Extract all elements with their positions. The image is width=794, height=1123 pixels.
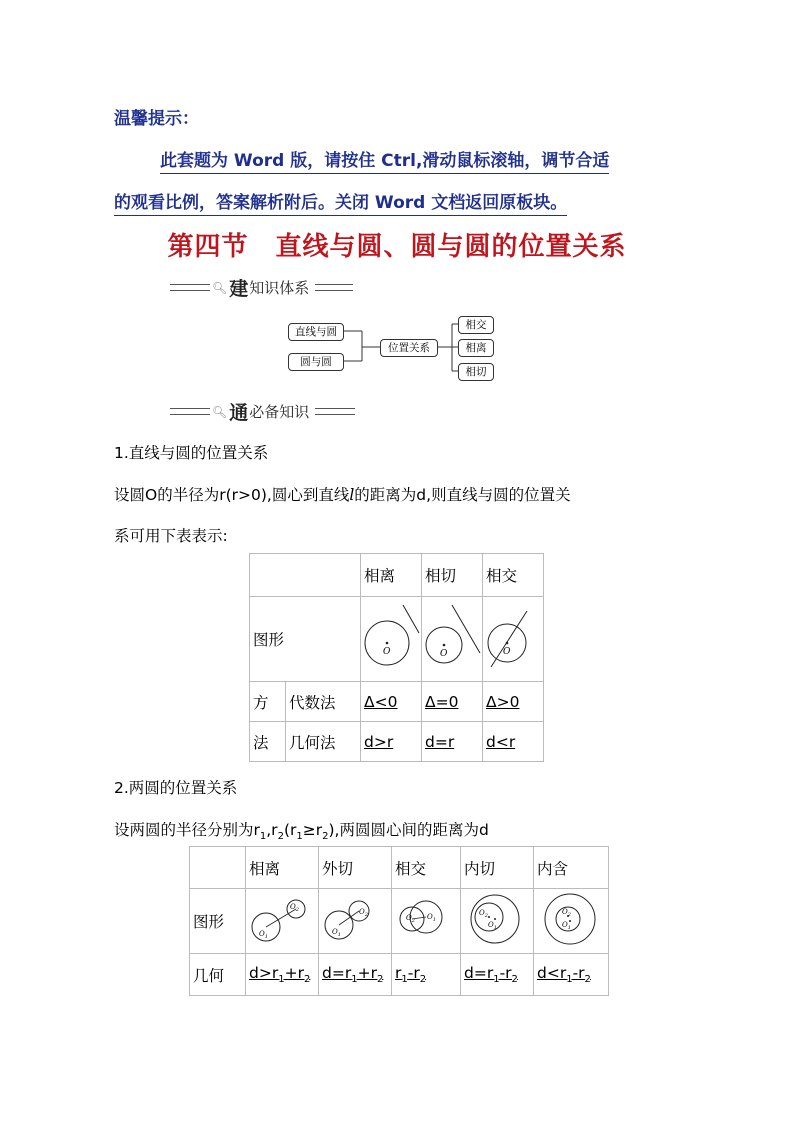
- method-label-b: 法: [250, 722, 286, 762]
- geometry-value: [461, 954, 534, 996]
- geometry-value-text: d<r: [486, 732, 516, 751]
- geometry-value: [361, 722, 422, 762]
- tip-line-1: 此套题为 Word 版，请按住 Ctrl,滑动鼠标滚轴，调节合适: [160, 146, 609, 174]
- center-label: O: [503, 647, 511, 657]
- part2-heading: 2.两圆的位置关系: [114, 779, 238, 797]
- figure-separate: [246, 889, 319, 954]
- two-circles-intersecting: [392, 889, 458, 949]
- geometry-value: [534, 954, 609, 996]
- desc-text: 设圆O的半径为r(r>0),圆心到直线: [114, 486, 350, 504]
- row-header-geometry: 几何法: [285, 722, 360, 762]
- algebra-value-text: Δ>0: [486, 692, 520, 711]
- section-badge-char: 通: [229, 402, 249, 424]
- desc-text: ,r: [266, 821, 278, 839]
- diagram-node-circle-circle: 圆与圆: [288, 353, 344, 371]
- center-label: O: [440, 649, 448, 659]
- geometry-value: [246, 954, 319, 996]
- table-corner: [250, 554, 361, 597]
- row-header-geometry: 几何: [190, 954, 246, 996]
- part1-heading: 1.直线与圆的位置关系: [114, 444, 269, 462]
- geometry-value-text: $d=r_1-r_2$: [464, 963, 518, 986]
- double-rule-left: [170, 284, 210, 291]
- magnifier-icon: 🔍︎: [212, 280, 228, 295]
- center-label-o1: $O_1$: [488, 921, 497, 931]
- col-header: 内切: [461, 847, 534, 889]
- tip-title: 温馨提示：: [114, 109, 199, 129]
- section-header-knowledge: [170, 398, 355, 425]
- method-label-a: 方: [250, 682, 286, 722]
- desc-text: ≥r: [302, 821, 323, 839]
- two-circles-separate: [246, 889, 316, 949]
- desc-text: 设两圆的半径分别为r: [114, 821, 260, 839]
- subscript: 1: [296, 831, 303, 843]
- section-header-system: [170, 274, 353, 301]
- section-label: 必备知识: [249, 403, 310, 421]
- geometry-value-text: $d<r_1-r_2$: [537, 963, 591, 986]
- center-label-o2: $O_2$: [562, 908, 571, 918]
- center-label-o2: $O_2$: [479, 909, 488, 919]
- figure-contained: [534, 889, 609, 954]
- col-header: 内含: [534, 847, 609, 889]
- subscript: 1: [259, 831, 267, 843]
- subscript: 2: [322, 831, 329, 843]
- figure-intersect: [483, 597, 544, 682]
- row-header-figure: 图形: [190, 889, 246, 954]
- diagram-node-line-circle: 直线与圆: [288, 323, 344, 341]
- col-header: 相交: [483, 554, 544, 597]
- geometry-value-text: $r_1-r_2$: [395, 963, 427, 986]
- center-label-o2: $O_2$: [290, 903, 299, 913]
- row-header-algebra: 代数法: [285, 682, 360, 722]
- diagram-node-separate: 相离: [458, 339, 494, 357]
- geometry-value: [392, 954, 461, 996]
- double-rule-right: [315, 284, 353, 291]
- desc-text: 的距离为d,则直线与圆的位置关: [354, 486, 571, 504]
- intersect-figure: [483, 597, 543, 677]
- page-title: 第四节 直线与圆、圆与圆的位置关系: [167, 232, 627, 262]
- figure-separate: [361, 597, 422, 682]
- col-header: 相离: [361, 554, 422, 597]
- col-header: 外切: [319, 847, 392, 889]
- subscript: 2: [277, 831, 284, 843]
- desc-text: ),两圆圆心间的距离为d: [328, 821, 489, 839]
- two-circles-external-tangent: [319, 889, 389, 949]
- center-label-o2: $O_2$: [359, 908, 368, 918]
- knowledge-diagram: [280, 318, 520, 386]
- section-label: 知识体系: [249, 279, 310, 297]
- figure-internal-tangent: [461, 889, 534, 954]
- col-header: 相切: [422, 554, 483, 597]
- algebra-value-text: Δ<0: [364, 692, 398, 711]
- double-rule-left: [170, 408, 210, 415]
- col-header: 相交: [392, 847, 461, 889]
- algebra-value: [422, 682, 483, 722]
- two-circles-internal-tangent: [461, 889, 531, 949]
- geometry-value-text: d=r: [425, 732, 455, 751]
- figure-external-tangent: [319, 889, 392, 954]
- double-rule-right: [315, 408, 355, 415]
- center-label-o1: $O_1$: [332, 928, 341, 938]
- two-circles-contained: [534, 889, 606, 949]
- geometry-value-text: $d=r_1+r_2$: [322, 963, 384, 986]
- geometry-value: [483, 722, 544, 762]
- geometry-value-text: d>r: [364, 732, 394, 751]
- desc-text: (r: [283, 821, 297, 839]
- separate-figure: [361, 597, 421, 677]
- table-corner: [190, 847, 246, 889]
- tangent-figure: [422, 597, 482, 677]
- line-symbol: l: [349, 486, 355, 504]
- circle-circle-table: [189, 846, 609, 996]
- geometry-value: [319, 954, 392, 996]
- algebra-value-text: Δ=0: [425, 692, 459, 711]
- geometry-value: [422, 722, 483, 762]
- tip-line-2: 的观看比例，答案解析附后。关闭 Word 文档返回原板块。: [114, 188, 567, 216]
- part1-description-line1: [114, 483, 571, 505]
- center-label-o2: $O_2$: [406, 914, 415, 924]
- diagram-node-relation: 位置关系: [380, 339, 438, 357]
- center-label-o1: $O_1$: [562, 921, 571, 931]
- figure-tangent: [422, 597, 483, 682]
- center-label-o1: $O_1$: [259, 930, 268, 940]
- part1-description-line2: 系可用下表表示:: [114, 527, 228, 545]
- center-label: O: [383, 647, 391, 657]
- section-badge-char: 建: [229, 278, 249, 300]
- geometry-value-text: $d>r_1+r_2$: [249, 963, 311, 986]
- diagram-node-intersect: 相交: [458, 316, 494, 334]
- center-label-o1: $O_1$: [427, 913, 436, 923]
- col-header: 相离: [246, 847, 319, 889]
- line-circle-table: [249, 553, 544, 762]
- algebra-value: [361, 682, 422, 722]
- figure-intersecting: [392, 889, 461, 954]
- algebra-value: [483, 682, 544, 722]
- part2-description: [114, 818, 489, 842]
- diagram-node-tangent: 相切: [458, 363, 494, 381]
- magnifier-icon: 🔍︎: [212, 404, 228, 419]
- row-header-figure: 图形: [250, 597, 361, 682]
